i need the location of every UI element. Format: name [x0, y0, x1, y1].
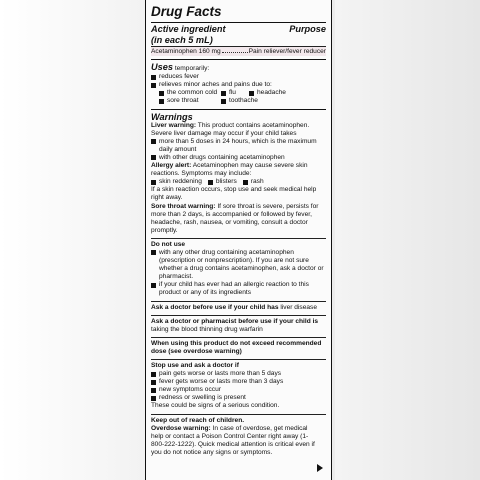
warnings-section — [151, 110, 326, 239]
bullet-square-icon — [151, 380, 156, 385]
allergy-symptoms — [151, 178, 326, 186]
stop-use-section — [151, 360, 326, 415]
ask-pharmacist-label: Ask a doctor or pharmacist before use if your child is — [151, 317, 319, 325]
active-ingredient-unit: (in each 5 mL) — [151, 34, 213, 45]
list-item: skin reddening — [151, 178, 202, 186]
active-ingredient-label: Active ingredient — [151, 24, 226, 34]
bullet-square-icon — [151, 250, 156, 255]
bullet-square-icon — [151, 155, 156, 160]
when-using-text: When using this product do not exceed recommended dose (see overdose warning) — [151, 339, 322, 355]
ask-doctor-text: liver disease — [280, 303, 318, 311]
bullet-square-icon — [151, 388, 156, 393]
background-right — [335, 0, 480, 480]
allergy-alert-label: Allergy alert: — [151, 162, 192, 170]
list-item: fever gets worse or lasts more than 3 days — [151, 378, 326, 386]
bullet-square-icon — [208, 180, 213, 185]
do-not-use-section — [151, 239, 326, 302]
list-item: redness or swelling is present — [151, 394, 326, 402]
list-item: the common cold — [159, 89, 221, 97]
ingredient-name: Acetaminophen 160 mg — [151, 48, 221, 55]
list-item: toothache — [221, 97, 326, 105]
sore-throat-label: Sore throat warning: — [151, 202, 216, 210]
overdose-warning-label: Overdose warning: — [151, 424, 211, 432]
bullet-square-icon — [221, 91, 226, 96]
list-item: headache — [249, 89, 326, 97]
bullet-square-icon — [159, 99, 164, 104]
list-item: pain gets worse or lasts more than 5 days — [151, 370, 326, 378]
ask-doctor-label: Ask a doctor before use if your child has — [151, 303, 279, 311]
allergy-alert-end: If a skin reaction occurs, stop use and seek medical help right away. — [151, 186, 317, 202]
warnings-heading: Warnings — [151, 111, 193, 122]
list-item: rash — [243, 178, 264, 186]
bullet-square-icon — [151, 83, 156, 88]
liver-warning-text: This product contains acetaminophen. Severe liver damage may occur if your child takes — [151, 121, 310, 137]
list-item: sore throat — [159, 97, 221, 105]
stop-use-end: These could be signs of a serious condition. — [151, 402, 280, 410]
bullet-square-icon — [151, 180, 156, 185]
liver-warning-label: Liver warning: — [151, 121, 197, 129]
bullet-square-icon — [249, 91, 254, 96]
dot-leader — [222, 52, 248, 53]
allergy-alert-text: Acetaminophen may cause severe skin reactions. Symptoms may include: — [151, 162, 308, 178]
when-using-section — [151, 338, 326, 360]
sore-throat-text: If sore throat is severe, persists for more than 2 days, is accompanied or followed by fever, headache, rash, nausea, or vomiting, consult a doctor promptly. — [151, 202, 319, 234]
continue-arrow-icon — [317, 464, 323, 472]
uses-section — [151, 60, 326, 109]
purpose-label: Purpose — [289, 24, 326, 34]
keep-out-section — [151, 415, 326, 460]
list-item: more than 5 doses in 24 hours, which is the maximum daily amount — [151, 138, 326, 154]
list-item: blisters — [208, 178, 237, 186]
drug-facts-title: Drug Facts — [151, 4, 222, 19]
list-item: reduces fever — [151, 73, 326, 81]
list-item: with any other drug containing acetaminophen (prescription or nonprescription). If you are not sure whether a drug contains acetaminophen, ask a doctor or pharmacist. — [151, 249, 326, 281]
bullet-square-icon — [151, 75, 156, 80]
list-item: flu — [221, 89, 249, 97]
uses-heading: Uses — [151, 62, 173, 73]
uses-intro: temporarily: — [174, 65, 210, 73]
bullet-square-icon — [151, 139, 156, 144]
bullet-square-icon — [243, 180, 248, 185]
ask-pharmacist-text: taking the blood thinning drug warfarin — [151, 325, 263, 333]
active-ingredient-section — [151, 23, 326, 60]
stop-use-heading: Stop use and ask a doctor if — [151, 362, 239, 369]
do-not-use-heading: Do not use — [151, 240, 186, 248]
list-item: if your child has ever had an allergic reaction to this product or any of its ingredients — [151, 281, 326, 297]
bullet-square-icon — [151, 396, 156, 401]
drug-facts-panel — [145, 0, 332, 480]
list-item: new symptoms occur — [151, 386, 326, 394]
bullet-square-icon — [151, 372, 156, 377]
bullet-square-icon — [221, 99, 226, 104]
ingredient-purpose: Pain reliever/fever reducer — [248, 48, 326, 55]
background-left — [0, 0, 145, 480]
list-item: relieves minor aches and pains due to: — [151, 81, 326, 89]
list-item: with other drugs containing acetaminophen — [151, 154, 326, 162]
bullet-square-icon — [159, 91, 164, 96]
ask-doctor-section — [151, 302, 326, 316]
drug-facts-header — [151, 0, 326, 23]
uses-sublist — [151, 89, 326, 105]
keep-out-heading: Keep out of reach of children. — [151, 416, 245, 424]
bullet-square-icon — [151, 283, 156, 288]
overdose-warning-text: In case of overdose, get medical help or contact a Poison Control Center right away (1-800-222-1222). Quick medical attention is critical even if you do not notice any signs or symptoms. — [151, 424, 315, 456]
ask-pharmacist-section — [151, 316, 326, 338]
ingredient-row — [151, 46, 326, 56]
